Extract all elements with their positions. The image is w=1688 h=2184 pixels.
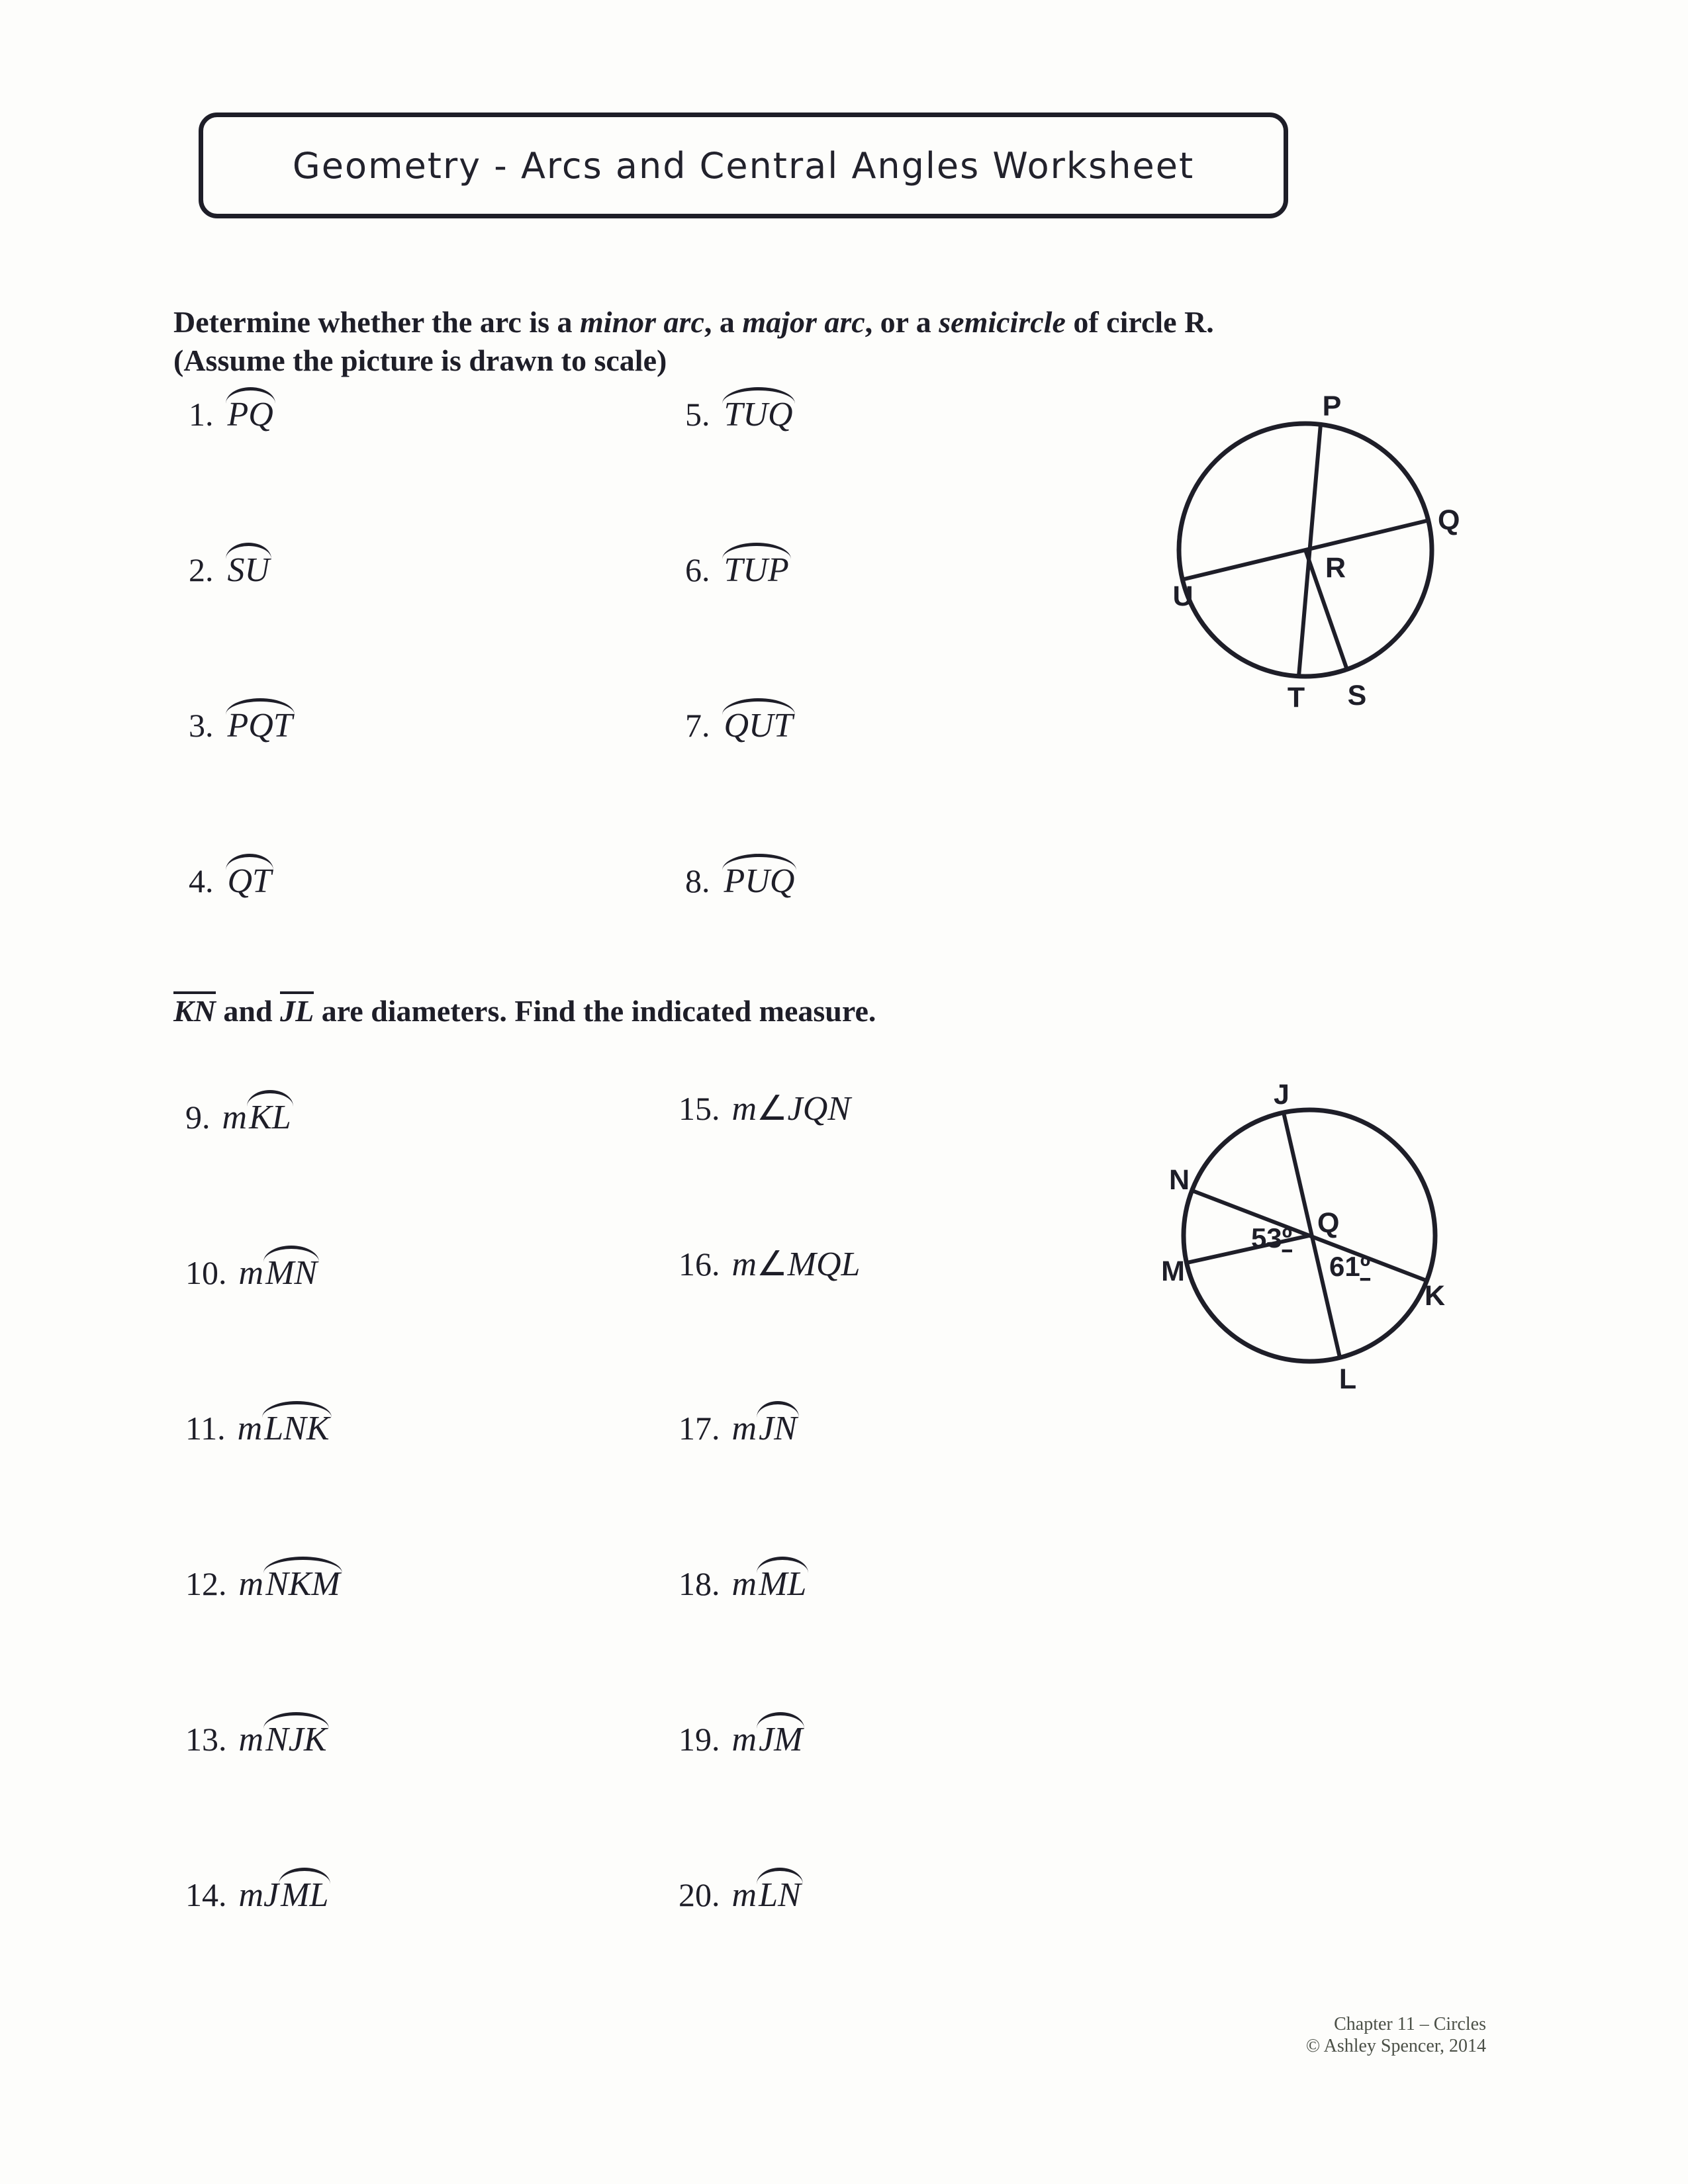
problem-number: 8.: [685, 862, 710, 899]
angle-value: 53: [1250, 1222, 1282, 1253]
angle-label-53: [1251, 1222, 1292, 1253]
circle-q-diagram: [1139, 1059, 1476, 1410]
problem-prefix: m∠JQN: [731, 1090, 851, 1128]
section1-instructions: [173, 303, 1338, 380]
problem-prefix: m: [731, 1721, 757, 1758]
problem-prefix: m: [238, 1565, 264, 1603]
page-title: Geometry - Arcs and Central Angles Worksheet: [292, 144, 1195, 187]
problem-arc-text: QT: [226, 852, 273, 901]
problem-arc-text: LNK: [262, 1400, 331, 1448]
problem-arc-text: TUQ: [722, 386, 795, 434]
instr-mid2: , or a: [865, 305, 939, 339]
point-label-m: M: [1161, 1255, 1185, 1287]
problem-expression: [732, 1721, 805, 1758]
angle-label-61: [1329, 1251, 1370, 1282]
problem-arc-text: ML: [757, 1555, 808, 1604]
center-label-q: Q: [1317, 1207, 1340, 1239]
problem-expression: [222, 1099, 293, 1136]
problem-expression: [722, 396, 795, 433]
problem-prefix: m: [238, 1254, 264, 1292]
problem-number: 12.: [185, 1565, 227, 1602]
diameter-jl-label: JL: [280, 991, 314, 1026]
instr-major-arc: major arc: [742, 305, 865, 339]
point-label-l: L: [1338, 1363, 1357, 1395]
problem-9: [185, 1089, 293, 1137]
problem-number: 5.: [685, 396, 710, 433]
point-label-q: Q: [1438, 504, 1460, 536]
problem-number: 19.: [679, 1721, 720, 1758]
header-mid: and: [215, 994, 281, 1028]
problem-3: [189, 697, 295, 745]
problem-4: [189, 852, 273, 901]
problem-number: 7.: [685, 707, 710, 744]
problem-arc-text: NKM: [263, 1555, 342, 1604]
problem-14: [185, 1866, 330, 1915]
problem-arc-text: PQT: [226, 697, 295, 745]
problem-arc-text: MN: [263, 1244, 319, 1293]
problem-expression: [732, 1565, 809, 1603]
problem-expression: [239, 1565, 342, 1603]
instr-lead: Determine whether the arc is a: [173, 305, 581, 339]
problem-number: 2.: [189, 551, 214, 588]
problem-6: [685, 541, 791, 590]
point-label-n: N: [1168, 1164, 1190, 1196]
problem-20: [679, 1866, 803, 1915]
problem-number: 11.: [185, 1410, 226, 1447]
problem-19: [679, 1711, 804, 1759]
problem-arc-text: PUQ: [722, 852, 797, 901]
point-label-p: P: [1322, 390, 1342, 422]
problem-expression: [238, 1410, 332, 1447]
problem-15: [679, 1089, 851, 1128]
problem-arc-text: NJK: [263, 1711, 328, 1759]
problem-number: 20.: [679, 1876, 720, 1913]
problem-5: [685, 386, 795, 434]
point-label-t: T: [1287, 682, 1305, 713]
problem-10: [185, 1244, 319, 1293]
problem-expression: [732, 1876, 803, 1914]
problem-arc-text: JN: [757, 1400, 799, 1448]
problem-arc-text: TUP: [722, 541, 791, 590]
problem-16: [679, 1244, 860, 1284]
center-label-r: R: [1325, 552, 1346, 584]
problem-prefix: m: [731, 1565, 757, 1603]
problem-number: 14.: [185, 1876, 227, 1913]
problem-expression: [239, 1876, 331, 1914]
problem-expression: [239, 1254, 320, 1292]
problem-13: [185, 1711, 329, 1759]
problem-1: [189, 386, 275, 434]
problem-expression: [732, 1090, 851, 1128]
problem-prefix: m∠MQL: [731, 1246, 861, 1283]
problem-arc-text: JM: [757, 1711, 804, 1759]
problem-arc-text: SU: [226, 541, 272, 590]
problem-expression: [239, 1721, 329, 1758]
problem-expression: [226, 707, 295, 745]
problem-11: [185, 1400, 332, 1448]
point-label-u: U: [1172, 580, 1194, 612]
problem-number: 1.: [189, 396, 214, 433]
instr-semicircle: semicircle: [939, 305, 1066, 339]
problem-expression: [732, 1246, 861, 1283]
problem-number: 4.: [189, 862, 214, 899]
problem-prefix: m: [237, 1410, 263, 1447]
instr-tail: of circle R.: [1065, 305, 1214, 339]
problem-prefix: m: [731, 1410, 757, 1447]
problem-8: [685, 852, 796, 901]
problem-12: [185, 1555, 342, 1604]
problem-expression: [226, 396, 275, 433]
problem-prefix: m: [238, 1721, 264, 1758]
problem-expression: [722, 862, 797, 900]
point-label-s: S: [1347, 680, 1367, 711]
problem-number: 17.: [679, 1410, 720, 1447]
instr-mid1: , a: [704, 305, 743, 339]
footer-chapter: Chapter 11 – Circles: [1334, 2014, 1486, 2034]
problem-prefix: m: [222, 1099, 248, 1136]
problem-number: 6.: [685, 551, 710, 588]
problem-prefix: m: [731, 1876, 757, 1914]
instr-minor-arc: minor arc: [580, 305, 704, 339]
problem-number: 16.: [679, 1246, 720, 1283]
point-label-k: K: [1425, 1280, 1446, 1312]
problem-expression: [226, 551, 272, 589]
header-tail: are diameters. Find the indicated measure.: [314, 994, 876, 1028]
section2-header: [173, 991, 1365, 1030]
problem-arc-text: ML: [279, 1866, 330, 1915]
problem-2: [189, 541, 271, 590]
problem-arc-text: QUT: [722, 697, 795, 745]
problem-expression: [226, 862, 273, 900]
problem-arc-text: PQ: [226, 386, 275, 434]
problem-expression: [732, 1410, 799, 1447]
footer-copyright: © Ashley Spencer, 2014: [1305, 2036, 1486, 2056]
problem-prefix: mJ: [238, 1876, 279, 1914]
problem-number: 13.: [185, 1721, 227, 1758]
degree-sign: º: [1360, 1251, 1371, 1282]
problem-number: 15.: [679, 1090, 720, 1127]
instr-line2: (Assume the picture is drawn to scale): [173, 343, 667, 377]
problem-arc-text: KL: [247, 1089, 293, 1137]
problem-expression: [722, 707, 795, 745]
diameter-kn-label: KN: [173, 991, 216, 1026]
point-label-j: J: [1274, 1079, 1289, 1111]
problem-arc-text: LN: [757, 1866, 803, 1915]
degree-sign: º: [1282, 1222, 1292, 1253]
problem-number: 10.: [185, 1254, 227, 1291]
problem-17: [679, 1400, 799, 1448]
angle-value: 61: [1329, 1251, 1360, 1282]
problem-expression: [722, 551, 791, 589]
problem-number: 18.: [679, 1565, 720, 1602]
problem-18: [679, 1555, 808, 1604]
page-footer: [1306, 2013, 1486, 2057]
circle-r-diagram: [1139, 381, 1470, 718]
problem-7: [685, 697, 795, 745]
problem-number: 3.: [189, 707, 214, 744]
problem-number: 9.: [185, 1099, 211, 1136]
title-box: [199, 113, 1288, 218]
